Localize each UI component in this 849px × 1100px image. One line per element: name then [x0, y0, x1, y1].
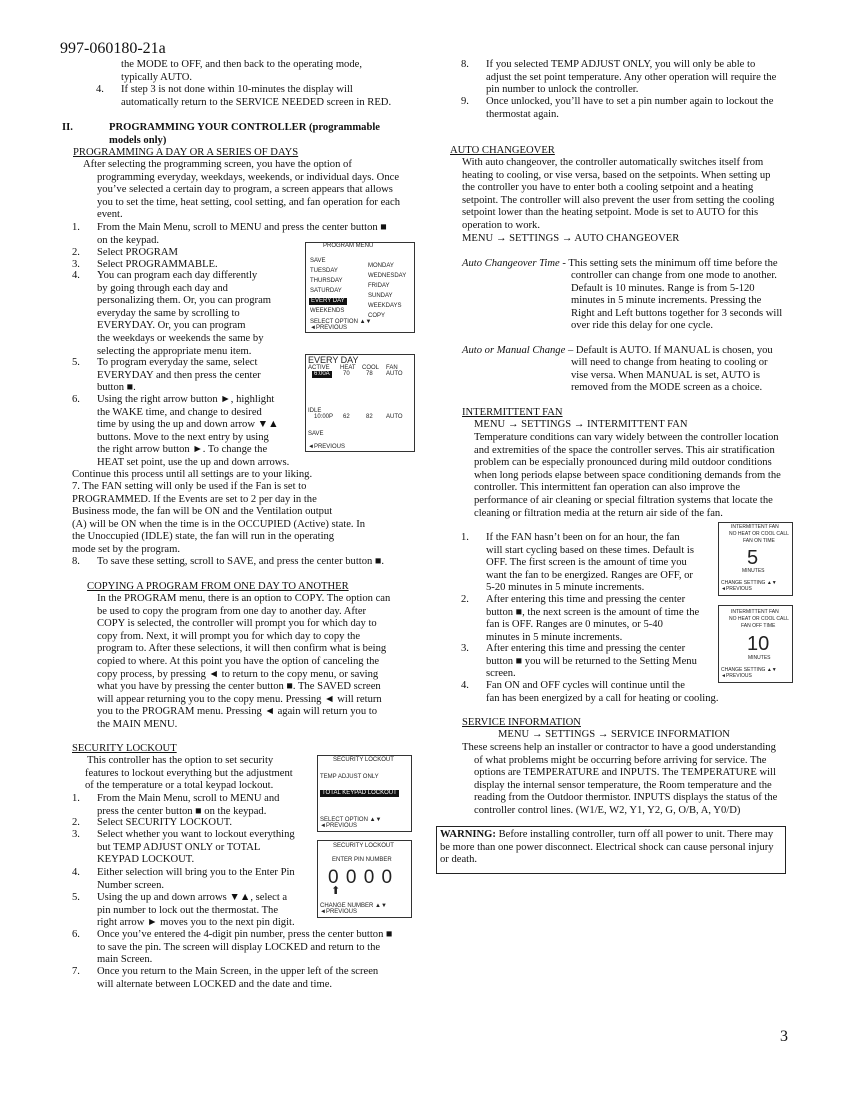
intermittent-fan-paragraph: Temperature conditions can vary widely between the controller location and extremities of the space the controller serves. This air stratification problem can be especially pronounced during mild outdoor conditions when long periods elapse between space conditioning demands from the controller. This intermittent fan operation can also improve the performance of air cleaning or special filtration systems that locate the cleaning or filtration media at the return air side of the fan.	[474, 432, 781, 519]
section-title: PROGRAMMING YOUR CONTROLLER (programmable models only)	[109, 122, 381, 146]
fan-step-1: 1. If the FAN hasn’t been on for an hour, the fan will start cycling based on these times. Default is OFF. The first screen is the amount of time you want the fan to be energized. Ranges are OFF, or 5-20 minutes in 5 minute increments.	[461, 532, 695, 594]
service-info-heading: SERVICE INFORMATION	[462, 717, 581, 728]
prog-step-5: 5. To program everyday the same, select EVERYDAY and then press the center button ■.	[72, 357, 261, 394]
auto-changeover-heading: AUTO CHANGEOVER	[450, 145, 555, 156]
auto-changeover-time-detail: controller can change from one mode to another. Default is 10 minutes. Range is from 5-120 minutes in 5 minute increments. Pressing the Right and Left buttons together for 3 seconds will over ride this delay for one cycle.	[571, 270, 783, 332]
right-step-8: 8. If you selected TEMP ADJUST ONLY, you will only be able to adjust the set point temperature. Any other operation will require the pin number to unlock the controller.	[461, 59, 777, 96]
security-menu-screen: SECURITY LOCKOUT TEMP ADJUST ONLY TOTAL KEYPAD LOCKOUT SELECT OPTION ▲▼ ◄PREVIOUS	[317, 755, 412, 832]
prog-step-3: 3. Select PROGRAMMABLE.	[72, 259, 218, 270]
service-info-paragraph: These screens help an installer or contractor to have a good understanding of what problems might be occurring before arriving for service. The options are TEMPERATURE and INPUTS. The TEMPERATURE will display the internal sensor temperature, the Room temperature and the reading from the Outdoor thermistor. INPUTS displays the status of the controller control lines. (W1/E, W2, Y1, Y2, G, O/B, A, Y0/D)	[462, 742, 778, 816]
fan-off-time-screen: INTERMITTENT FAN NO HEAT OR COOL CALL FAN OFF TIME 10 MINUTES CHANGE SETTING ▲▼ ◄PREVIOUS	[718, 605, 793, 683]
service-info-path: MENU → SETTINGS → SERVICE INFORMATION	[498, 729, 730, 740]
fan-setting-paragraph: 7. The FAN setting will only be used if the Fan is set to PROGRAMMED. If the Events are set to 2 per day in the Business mode, the fan will be ON and the Ventilation output (A) will be ON when the time is in the OCCUPIED (Active) state. In the Unoccupied (IDLE) state, the fan will run in the operating mode set by the program.	[72, 481, 366, 555]
warning-label: WARNING:	[440, 829, 496, 840]
security-step-4: 4. Either selection will bring you to the Enter Pin Number screen.	[72, 867, 295, 891]
security-step-1: 1. From the Main Menu, scroll to MENU and press the center button ■ on the keypad.	[72, 793, 280, 817]
fan-step-2: 2. After entering this time and pressing the center button ■, the next screen is the amount of time the fan is OFF. Ranges are 0 minutes, or 5-40 minutes in 5 minute increments.	[461, 594, 700, 643]
security-step-3: 3. Select whether you want to lockout everything but TEMP ADJUST ONLY or TOTAL KEYPAD LOCKOUT.	[72, 829, 295, 866]
auto-manual-change: Auto or Manual Change – Default is AUTO. If MANUAL is chosen, you	[462, 345, 773, 356]
selected-option: EVERY DAY	[311, 298, 345, 304]
programming-intro: After selecting the programming screen, you have the option of programming everyday, weekdays, weekends, or individual days. Once you’ve selected a certain day to program, a screen appears that allows you to set the time, heat setting, cool setting, and fan operation for each event.	[83, 159, 401, 221]
auto-changeover-paragraph: With auto changeover, the controller automatically switches itself from heating to cooling, or vise versa, based on the setpoints. When setting up the controller you have to enter both a cooling setpoint and a heating setpoint. The controller will also prevent the user from setting the cooling setpoint lower than the heating setpoint. Mode is set to AUTO for this operation to work. MENU → SETTINGS → AUTO CHANGEOVER	[462, 157, 775, 244]
security-step-7: 7. Once you return to the Main Screen, in the upper left of the screen will alternate between LOCKED and the date and time.	[72, 966, 379, 990]
pin-digits: 0 0 0 0	[328, 867, 394, 888]
programming-heading: PROGRAMMING A DAY OR A SERIES OF DAYS	[73, 147, 299, 158]
document-id: 997-060180-21a	[60, 40, 166, 57]
security-step-2: 2. Select SECURITY LOCKOUT.	[72, 817, 233, 828]
fan-step-3: 3. After entering this time and pressing the center button ■ you will be returned to the Setting Menu screen.	[461, 643, 697, 680]
warning-box	[436, 826, 786, 874]
prog-step-1: 1. From the Main Menu, scroll to MENU and press the center button ■ on the keypad.	[72, 222, 387, 246]
every-day-screen: EVERY DAY ACTIVE HEAT COOL FAN 6:00A 70 78 AUTO IDLE 10:00P 62 82 AUTO SAVE ◄PREVIOUS	[305, 354, 415, 452]
warning-text: Before installing controller, turn off all power to unit. There may be more than one power disconnect. Electrical shock can cause personal injury or death.	[440, 829, 774, 866]
auto-changeover-time: Auto Changeover Time - This setting sets the minimum off time before the	[462, 258, 778, 269]
fan-on-time-screen: INTERMITTENT FAN NO HEAT OR COOL CALL FAN ON TIME 5 MINUTES CHANGE SETTING ▲▼ ◄PREVIOUS	[718, 522, 793, 596]
security-intro: This controller has the option to set security features to lockout everything but the adjustment of the temperature or a total keypad lockout.	[85, 755, 293, 792]
prog-step-4: 4. You can program each day differently by going through each day and personalizing them. Or, you can program everyday the same by scrolling to EVERYDAY. Or, you can program the weekdays or weekends the same by selecting the appropriate menu item.	[72, 270, 272, 357]
prog-step-2: 2. Select PROGRAM	[72, 247, 178, 258]
intro-text: the MODE to OFF, and then back to the operating mode, typically AUTO.	[121, 59, 362, 83]
selected-option: TOTAL KEYPAD LOCKOUT	[322, 790, 397, 796]
intermittent-fan-heading: INTERMITTENT FAN	[462, 407, 563, 418]
copy-paragraph: In the PROGRAM menu, there is an option to COPY. The option can be used to copy the program from one day to another day. After COPY is selected, the controller will prompt you for which day to copy from. Next, it will prompt you for which day to copy the program to. After these selections, it will then confirm what is being copied to where. At this point you have the option of canceling the copy process, by pressing ◄ to return to the copy menu, or saving what you have by pressing the center button ■. The SAVED screen will appear returning you to the copy menu. Pressing ◄ will return you to the PROGRAM menu. Pressing ◄ again will return you to the MAIN MENU.	[97, 593, 391, 730]
pin-entry-screen: SECURITY LOCKOUT ENTER PIN NUMBER 0 0 0 0 ⬆ CHANGE NUMBER ▲▼ ◄PREVIOUS	[317, 840, 412, 918]
intermittent-fan-path: MENU → SETTINGS → INTERMITTENT FAN	[474, 419, 688, 430]
fan-on-value: 5	[747, 547, 759, 569]
pin-cursor-icon: ⬆	[331, 885, 341, 897]
prog-step-6: 6. Using the right arrow button ►, highlight the WAKE time, and change to desired time by using the up and down arrow ▼▲ buttons. Move to the next entry by using the right arrow button ►. To change the HEAT set point, use the up and down arrows.	[72, 394, 290, 468]
program-menu-screen: PROGRAM MENU SAVE TUESDAY THURSDAY SATURDAY EVERY DAY WEEKENDS MONDAY WEDNESDAY FRIDAY SUNDAY WEEKDAYS COPY SELECT OPTION ▲▼ ◄PREVIOUS	[305, 242, 415, 333]
security-step-5: 5. Using the up and down arrows ▼▲, select a pin number to lock out the thermostat. The right arrow ► moves you to the next pin digit.	[72, 892, 295, 929]
fan-step-4: 4. Fan ON and OFF cycles will continue until the fan has been energized by a call for heating or cooling.	[461, 680, 719, 704]
prog-step-8: 8. To save these setting, scroll to SAVE, and press the center button ■.	[72, 556, 385, 567]
section-number: II.	[62, 122, 73, 133]
step-4: 4. If step 3 is not done within 10-minutes the display will automatically return to the SERVICE NEEDED screen in RED.	[96, 84, 392, 108]
security-heading: SECURITY LOCKOUT	[72, 743, 177, 754]
auto-manual-change-detail: will need to change from heating to cooling or vise versa. When MANUAL is set, AUTO is removed from the MODE screen as a choice.	[571, 357, 768, 394]
right-step-9: 9. Once unlocked, you’ll have to set a pin number again to lockout the thermostat again.	[461, 96, 774, 120]
continue-line: Continue this process until all settings are to your liking.	[72, 469, 313, 480]
security-step-6: 6. Once you’ve entered the 4-digit pin number, press the center button ■ to save the pin. The screen will display LOCKED and return to the main Screen.	[72, 929, 393, 966]
copy-heading: COPYING A PROGRAM FROM ONE DAY TO ANOTHER	[87, 581, 349, 592]
fan-off-value: 10	[747, 633, 770, 655]
page-number: 3	[780, 1028, 788, 1045]
